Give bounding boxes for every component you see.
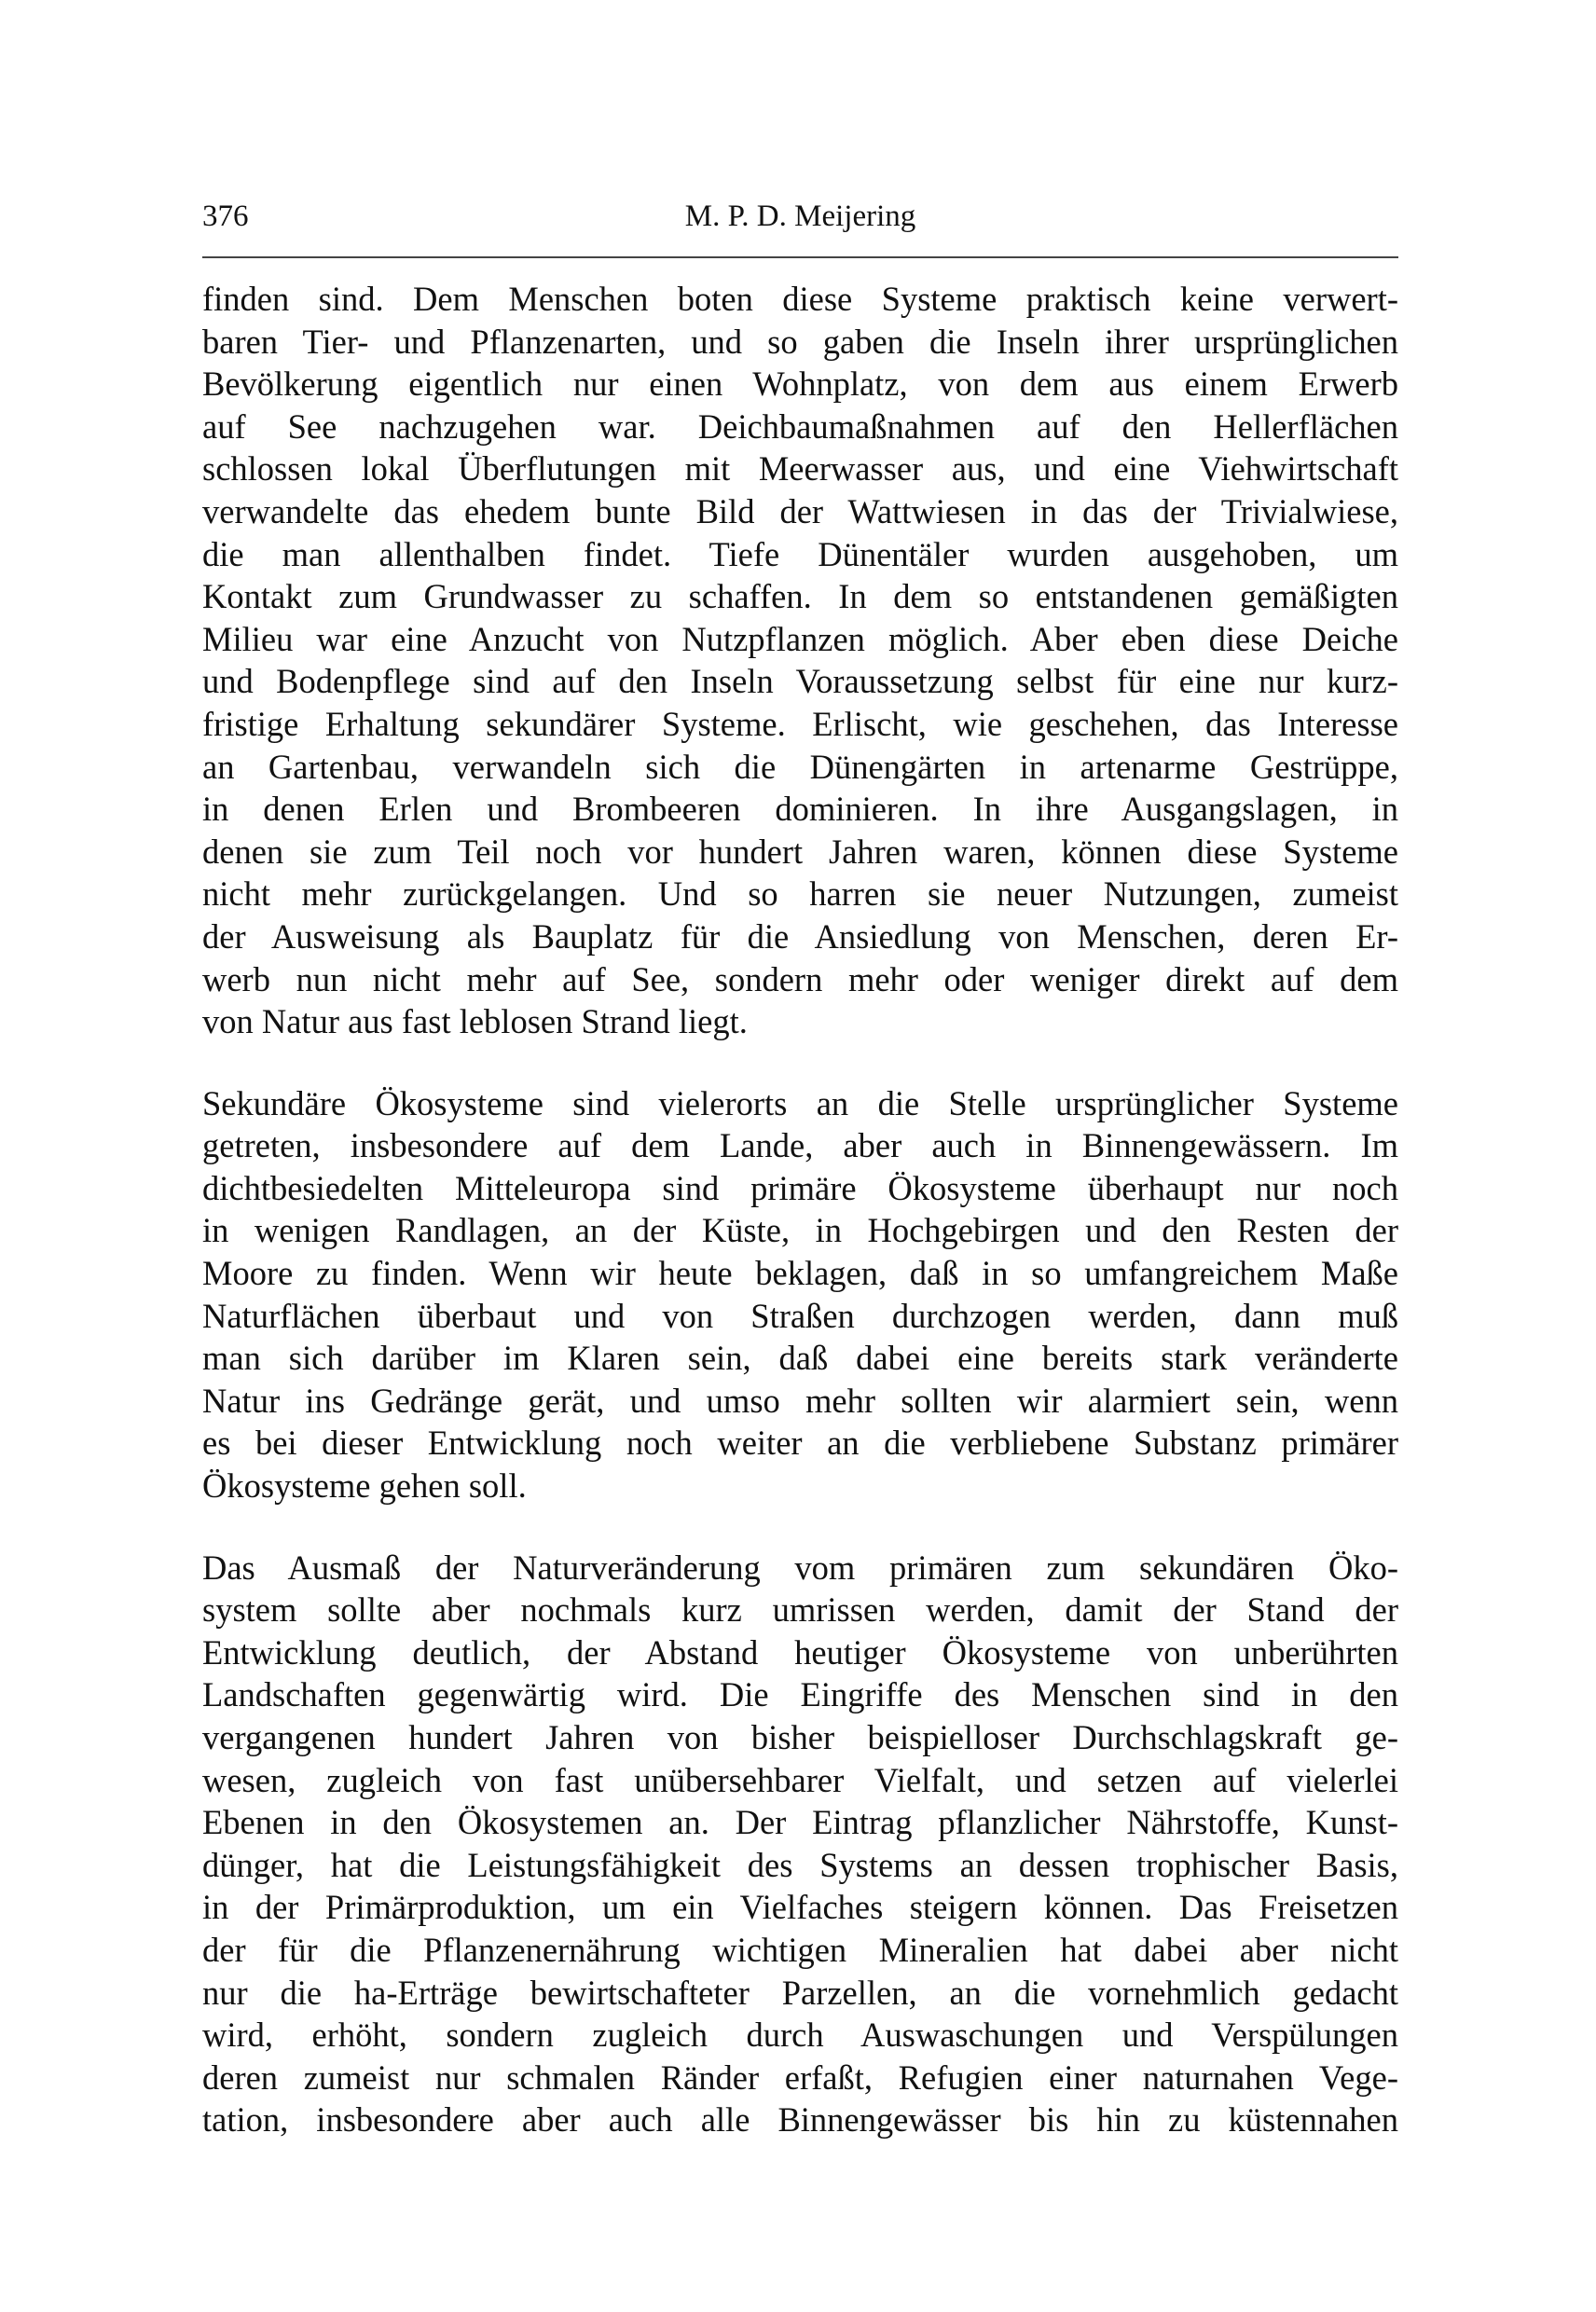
text-line: system sollte aber nochmals kurz umrissen werden, damit der Stand der: [202, 1590, 1398, 1630]
text-line: von Natur aus fast leblosen Strand liegt.: [202, 1002, 748, 1041]
text-line: fristige Erhaltung sekundärer Systeme. Erlischt, wie geschehen, das Interesse: [202, 704, 1398, 743]
text-line: der für die Pflanzenernährung wichtigen Mineralien hat dabei aber nicht: [202, 1930, 1398, 1969]
text-line: finden sind. Dem Menschen boten diese Systeme praktisch keine verwert-: [202, 280, 1398, 318]
text-line: in der Primärproduktion, um ein Vielfaches steigern können. Das Freisetzen: [202, 1888, 1398, 1927]
text-line: Natur ins Gedränge gerät, und umso mehr sollten wir alarmiert sein, wenn: [202, 1381, 1398, 1420]
running-head: [202, 191, 1398, 241]
text-line: auf See nachzugehen war. Deichbaumaßnahmen auf den Hellerflächen: [202, 406, 1398, 446]
text-line: Das Ausmaß der Naturveränderung vom primären zum sekundären Öko-: [202, 1548, 1398, 1587]
paragraph-1: [202, 278, 1398, 1043]
text-line: man sich darüber im Klaren sein, daß dabei eine bereits stark veränderte: [202, 1339, 1398, 1378]
text-line: Bevölkerung eigentlich nur einen Wohnplatz, von dem aus einem Erwerb: [202, 365, 1398, 404]
text-line: verwandelte das ehedem bunte Bild der Wattwiesen in das der Trivialwiese,: [202, 491, 1398, 530]
text-line: Entwicklung deutlich, der Abstand heutiger Ökosysteme von unberührten: [202, 1632, 1398, 1672]
text-line: Milieu war eine Anzucht von Nutzpflanzen möglich. Aber eben diese Deiche: [202, 619, 1398, 658]
text-line: es bei dieser Entwicklung noch weiter an die verbliebene Substanz primärer: [202, 1424, 1398, 1463]
text-line: nur die ha-Erträge bewirtschafteter Parzellen, an die vornehmlich gedacht: [202, 1973, 1398, 2012]
page-number: 376: [202, 200, 249, 233]
text-line: an Gartenbau, verwandeln sich die Dünengärten in artenarme Gestrüppe,: [202, 747, 1398, 786]
text-line: der Ausweisung als Bauplatz für die Ansiedlung von Menschen, deren Er-: [202, 916, 1398, 956]
text-line: nicht mehr zurückgelangen. Und so harren sie neuer Nutzungen, zumeist: [202, 874, 1398, 914]
text-line: Moore zu finden. Wenn wir heute beklagen, daß in so umfangreichem Maße: [202, 1254, 1398, 1293]
text-line: getreten, insbesondere auf dem Lande, aber auch in Binnengewässern. Im: [202, 1126, 1398, 1165]
text-line: Sekundäre Ökosysteme sind vielerorts an die Stelle ursprünglicher Systeme: [202, 1083, 1398, 1122]
text-line: dichtbesiedelten Mitteleuropa sind primäre Ökosysteme überhaupt nur noch: [202, 1168, 1398, 1207]
text-line: Landschaften gegenwärtig wird. Die Eingriffe des Menschen sind in den: [202, 1675, 1398, 1714]
text-line: in wenigen Randlagen, an der Küste, in Hochgebirgen und den Resten der: [202, 1211, 1398, 1250]
text-line: und Bodenpflege sind auf den Inseln Voraussetzung selbst für eine nur kurz-: [202, 662, 1398, 701]
text-line: Naturflächen überbaut und von Straßen durchzogen werden, dann muß: [202, 1296, 1398, 1335]
text-line: denen sie zum Teil noch vor hundert Jahren waren, können diese Systeme: [202, 832, 1398, 871]
paragraph-3: [202, 1547, 1398, 2141]
text-line: Kontakt zum Grundwasser zu schaffen. In dem so entstandenen gemäßigten: [202, 577, 1398, 616]
text-line: schlossen lokal Überflutungen mit Meerwasser aus, und eine Viehwirtschaft: [202, 449, 1398, 489]
text-line: dünger, hat die Leistungsfähigkeit des Systems an dessen trophischer Basis,: [202, 1845, 1398, 1884]
text-line: wesen, zugleich von fast unübersehbarer Vielfalt, und setzen auf vielerlei: [202, 1760, 1398, 1799]
running-title: M. P. D. Meijering: [684, 200, 916, 233]
text-line: wird, erhöht, sondern zugleich durch Auswaschungen und Verspülungen: [202, 2016, 1398, 2055]
body-text: [202, 278, 1398, 2181]
text-line: die man allenthalben findet. Tiefe Dünentäler wurden ausgehoben, um: [202, 534, 1398, 573]
text-line: werb nun nicht mehr auf See, sondern mehr oder weniger direkt auf dem: [202, 959, 1398, 998]
text-line: Ökosysteme gehen soll.: [202, 1466, 527, 1506]
text-line: vergangenen hundert Jahren von bisher beispielloser Durchschlagskraft ge-: [202, 1718, 1398, 1756]
header-rule: [202, 256, 1398, 258]
text-line: baren Tier- und Pflanzenarten, und so gaben die Inseln ihrer ursprünglichen: [202, 322, 1398, 361]
text-line: in denen Erlen und Brombeeren dominieren. In ihre Ausgangslagen, in: [202, 790, 1398, 829]
text-line: Ebenen in den Ökosystemen an. Der Eintrag pflanzlicher Nährstoffe, Kunst-: [202, 1803, 1398, 1842]
paragraph-2: [202, 1082, 1398, 1507]
text-line: tation, insbesondere aber auch alle Binnengewässer bis hin zu küstennahen: [202, 2100, 1398, 2140]
text-line: deren zumeist nur schmalen Ränder erfaßt, Refugien einer naturnahen Vege-: [202, 2057, 1398, 2097]
